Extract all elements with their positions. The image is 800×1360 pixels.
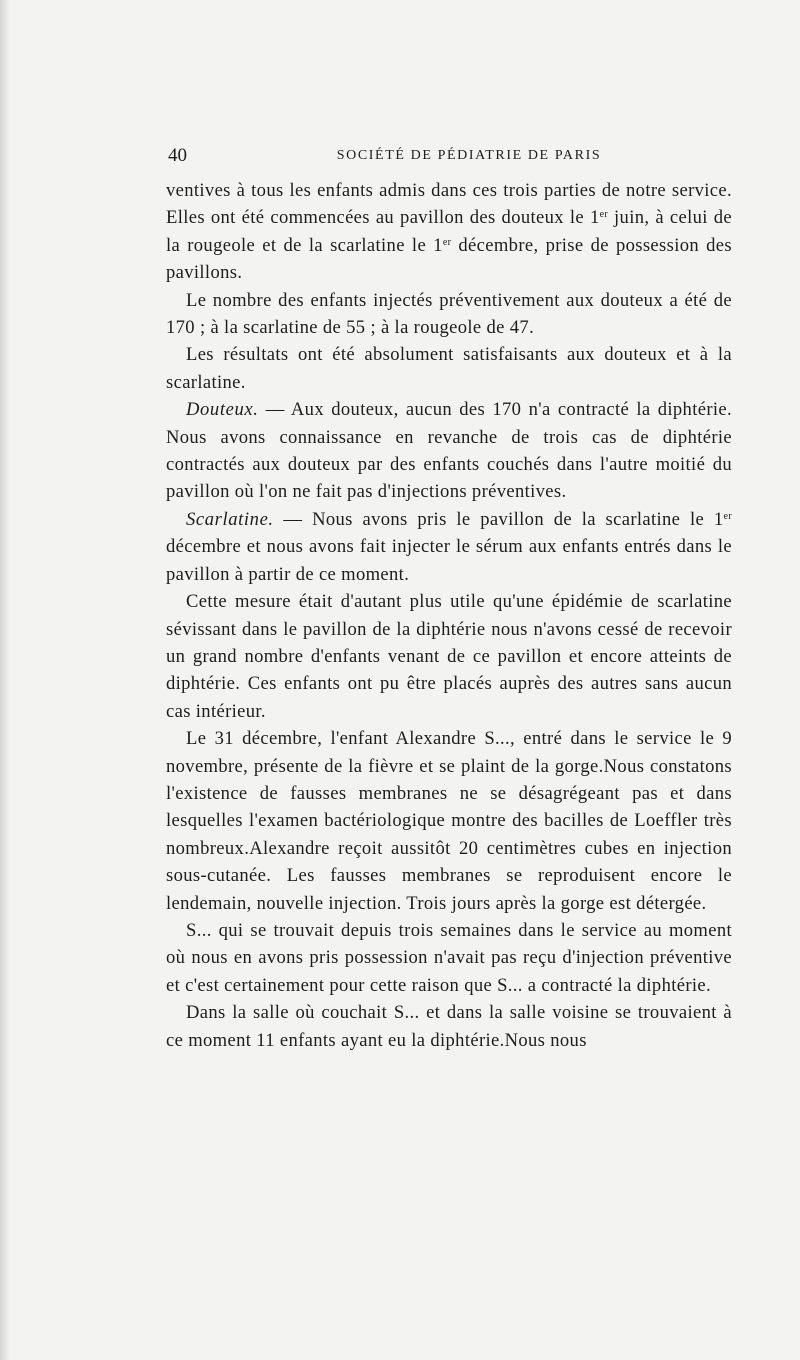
body-text [166, 177, 732, 1054]
italic-heading: Douteux. [186, 399, 259, 421]
text-run: Le nombre des enfants injectés préventivement aux douteux a été de 170 ; à la scarlatine de 55 ; à la rougeole de 47. [166, 289, 732, 339]
text-run: S... qui se trouvait depuis trois semaines dans le service au moment où nous en avons pris possession n'avait pas reçu d'injection préventive et c'est certainement pour cette raison que S... a contracté la diphtérie. [166, 919, 732, 996]
paragraph [166, 396, 732, 506]
text-run: ventives à tous les enfants admis dans ces trois parties de notre service. Elles ont été commencées au pavillon des douteux le 1 [166, 180, 732, 229]
paragraph [166, 177, 732, 287]
page-edge [0, 0, 10, 1360]
superscript: er [723, 510, 732, 522]
paragraph [166, 725, 732, 917]
text-run: Dans la salle où couchait S... et dans la salle voisine se trouvaient à ce moment 11 enfants ayant eu la diphtérie.Nous nous [166, 1002, 732, 1051]
paragraph [166, 917, 732, 999]
superscript: er [442, 236, 452, 248]
running-title: SOCIÉTÉ DE PÉDIATRIE DE PARIS [336, 148, 602, 163]
text-run: — Nous avons pris le pavillon de la scarlatine le 1 [273, 508, 724, 530]
text-run: Le 31 décembre, l'enfant Alexandre S..., entré dans le service le 9 novembre, présente de la fièvre et se plaint de la gorge.Nous constatons l'existence de fausses membranes ne se désagrégeant pas et dans lesquelles l'examen bactériologique montre des bacilles de Loeffler très nombreux.Alexandre reçoit aussitôt 20 centimètres cubes en injection sous-cutanée. Les fausses membranes se reproduisent encore le lendemain, nouvelle injection. Trois jours après la gorge est détergée. [166, 728, 732, 914]
superscript: er [599, 209, 609, 221]
text-run: Les résultats ont été absolument satisfaisants aux douteux et à la scarlatine. [166, 344, 732, 393]
italic-heading: Scarlatine. [186, 508, 274, 530]
paragraph [166, 506, 732, 588]
text-run: — Aux douteux, aucun des 170 n'a contracté la diphtérie. Nous avons connaissance en revanche de trois cas de diphtérie contractés aux douteux par des enfants couchés dans l'autre moitié du pavillon où l'on ne fait pas d'injections préventives. [166, 399, 732, 503]
text-run: Cette mesure était d'autant plus utile qu'une épidémie de scarlatine sévissant dans le pavillon de la diphtérie nous n'avons cessé de recevoir un grand nombre d'enfants venant de ce pavillon et encore atteints de diphtérie. Ces enfants ont pu être placés auprès des autres sans aucun cas intérieur. [166, 591, 732, 722]
paragraph [166, 341, 732, 396]
paragraph [166, 588, 732, 725]
text-run: décembre et nous avons fait injecter le sérum aux enfants entrés dans le pavillon à partir de ce moment. [166, 536, 732, 585]
paragraph [166, 287, 732, 342]
page-header [168, 145, 730, 167]
page-number: 40 [168, 145, 187, 166]
paragraph [166, 999, 732, 1054]
text-run: juin, à celui de la rougeole et de la scarlatine le 1 [166, 207, 732, 256]
text-run: décembre, prise de possession des pavillons. [166, 234, 732, 284]
